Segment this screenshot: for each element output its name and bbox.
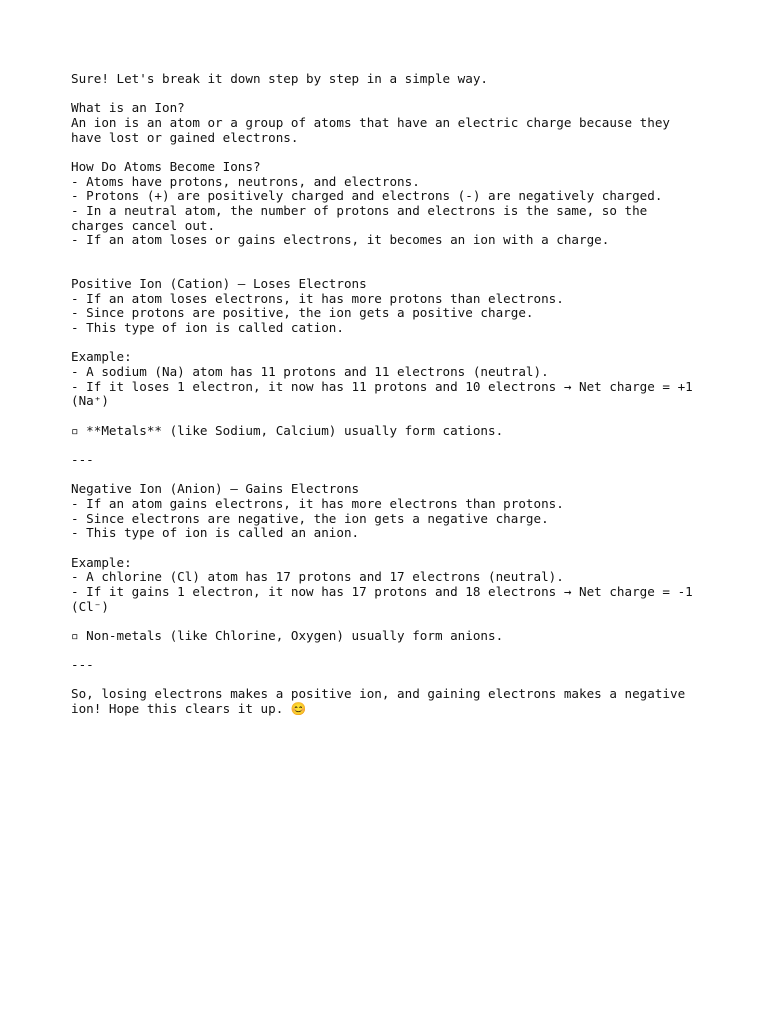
spacer bbox=[71, 643, 711, 658]
bullet-line: - If an atom loses electrons, it has more protons than electrons. bbox=[71, 290, 564, 306]
example-line: - If it gains 1 electron, it now has 17 protons and 18 electrons → Net charge = -1 bbox=[71, 583, 693, 599]
note-line: ▫ Non-metals (like Chlorine, Oxygen) usually form anions. bbox=[71, 627, 504, 643]
spacer bbox=[71, 541, 711, 556]
bullet-line: - If an atom gains electrons, it has more electrons than protons. bbox=[71, 495, 564, 511]
spacer bbox=[71, 336, 711, 351]
bullet-line: - This type of ion is called cation. bbox=[71, 320, 344, 336]
spacer bbox=[71, 614, 711, 629]
example-line: - If it loses 1 electron, it now has 11 protons and 10 electrons → Net charge = +1 bbox=[71, 378, 693, 394]
section-heading-become: How Do Atoms Become Ions? bbox=[71, 158, 261, 174]
intro-line: Sure! Let's break it down step by step in a simple way. bbox=[71, 71, 489, 86]
section-heading-anion: Negative Ion (Anion) – Gains Electrons bbox=[71, 481, 360, 497]
divider: --- bbox=[71, 657, 94, 673]
divider: --- bbox=[71, 451, 94, 467]
example-line: (Cl⁻) bbox=[71, 598, 109, 614]
note-line: ▫ **Metals** (like Sodium, Calcium) usually form cations. bbox=[71, 422, 504, 438]
closing-line: ion! Hope this clears it up. 😊 bbox=[71, 701, 307, 717]
example-heading: Example: bbox=[71, 349, 132, 365]
spacer bbox=[71, 673, 711, 688]
spacer bbox=[71, 248, 711, 277]
closing-line: So, losing electrons makes a positive ion, and gaining electrons makes a negative bbox=[71, 686, 686, 702]
bullet-line: - Atoms have protons, neutrons, and electrons. bbox=[71, 173, 420, 189]
spacer bbox=[71, 438, 711, 453]
example-line: (Na⁺) bbox=[71, 393, 109, 409]
bullet-line: charges cancel out. bbox=[71, 217, 216, 233]
spacer bbox=[71, 409, 711, 424]
bullet-line: - In a neutral atom, the number of protons and electrons is the same, so the bbox=[71, 202, 648, 218]
spacer bbox=[71, 145, 711, 160]
bullet-line: - If an atom loses or gains electrons, it becomes an ion with a charge. bbox=[71, 232, 610, 248]
document-page bbox=[71, 72, 711, 717]
bullet-line: - Protons (+) are positively charged and electrons (-) are negatively charged. bbox=[71, 188, 663, 204]
spacer bbox=[71, 87, 711, 102]
example-heading: Example: bbox=[71, 554, 132, 570]
example-line: - A sodium (Na) atom has 11 protons and 11 electrons (neutral). bbox=[71, 364, 549, 380]
section-heading-ion: What is an Ion? bbox=[71, 100, 185, 116]
spacer bbox=[71, 468, 711, 483]
bullet-line: - Since protons are positive, the ion gets a positive charge. bbox=[71, 305, 534, 321]
paragraph-line: have lost or gained electrons. bbox=[71, 129, 299, 145]
example-line: - A chlorine (Cl) atom has 17 protons and 17 electrons (neutral). bbox=[71, 569, 564, 585]
bullet-line: - Since electrons are negative, the ion gets a negative charge. bbox=[71, 510, 549, 526]
section-heading-cation: Positive Ion (Cation) – Loses Electrons bbox=[71, 276, 367, 292]
paragraph-line: An ion is an atom or a group of atoms that have an electric charge because they bbox=[71, 114, 670, 130]
bullet-line: - This type of ion is called an anion. bbox=[71, 525, 360, 541]
